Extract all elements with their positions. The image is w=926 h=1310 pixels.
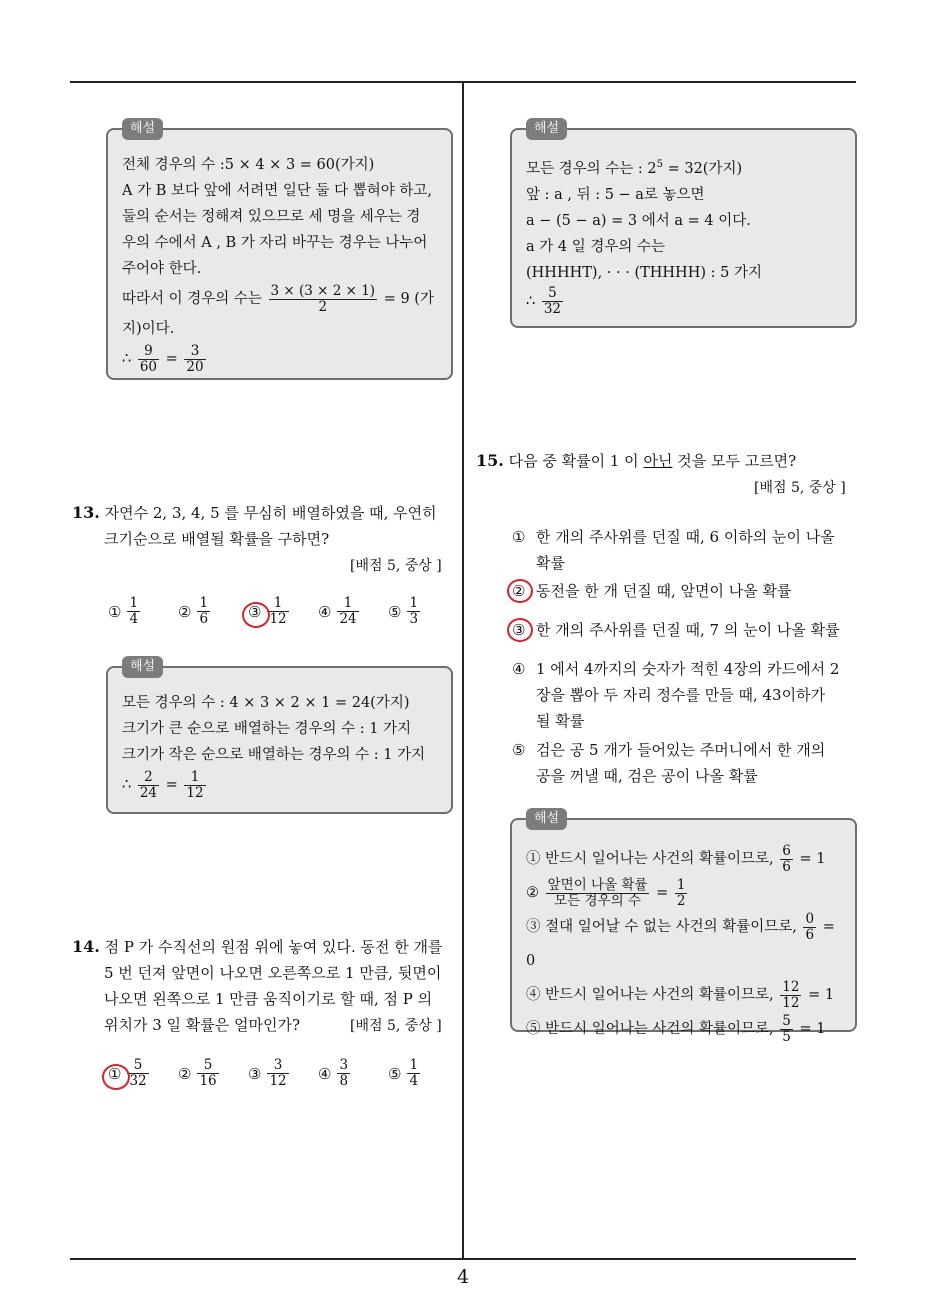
- fraction: $\frac{3}{20}$: [186, 342, 204, 375]
- choice-3[interactable]: ③ $\frac{3}{12}$: [248, 1057, 287, 1089]
- solution-tag: 해설: [526, 118, 567, 140]
- fraction: $\frac{5}{32}$: [543, 284, 562, 317]
- option-4[interactable]: ④ 1 에서 4까지의 숫자가 적힌 4장의 카드에서 2 장을 뽑아 두 자리 정수를 만들 때, 43이하가 될 확률: [512, 660, 840, 730]
- fraction: $\frac{5}{5}$: [782, 1012, 791, 1045]
- option-5[interactable]: ⑤ 검은 공 5 개가 들어있는 주머니에서 한 개의 공을 꺼낼 때, 검은 공이 나올 확률: [512, 741, 826, 785]
- solution-box-15: [510, 811, 857, 1045]
- fraction: $\frac{0}{6}$: [805, 910, 815, 943]
- bottom-rule: [70, 1258, 856, 1260]
- choice-1[interactable]: ① $\frac{1}{4}$: [108, 595, 139, 627]
- solution-line: ⑤ 반드시 일어나는 사건의 확률이므로, $\frac{5}{5}$ = 1: [526, 1012, 826, 1045]
- question-text: 위치가 3 일 확률은 얼마인가?: [104, 1016, 301, 1034]
- question-text: 크기순으로 배열될 확률을 구하면?: [104, 530, 330, 548]
- column-divider: [462, 83, 464, 1260]
- question-13: 13. 자연수 2, 3, 4, 5 를 무심히 배열하였을 때, 우연히 크기순으로 배열될 확률을 구하면?: [72, 500, 452, 552]
- solution-box-13: [106, 659, 453, 814]
- solution-box-12: [106, 121, 453, 380]
- solution-line: 지)이다.: [122, 321, 175, 337]
- solution-line: (HHHHT), · · · (THHHH) : 5 가지: [526, 264, 762, 281]
- choice-5[interactable]: ⑤ $\frac{1}{4}$: [388, 1057, 419, 1089]
- solution-line: 주어야 한다.: [122, 261, 202, 277]
- fraction: $\frac{1}{12}$: [186, 768, 204, 801]
- solution-line: 크기가 큰 순으로 배열하는 경우의 수 : 1 가지: [122, 721, 412, 737]
- question-text: 나오면 왼쪽으로 1 만큼 움직이기로 할 때, 점 P 의: [104, 990, 433, 1008]
- choice-2[interactable]: ② $\frac{5}{16}$: [178, 1057, 217, 1089]
- fraction: $\frac{1}{2}$: [676, 876, 686, 909]
- question-number: 13.: [72, 503, 100, 522]
- choice-4[interactable]: ④ $\frac{1}{24}$: [318, 595, 357, 627]
- fraction: $\frac{9}{60}$: [139, 342, 158, 375]
- solution-line: A 가 B 보다 앞에 서려면 일단 둘 다 뽑혀야 하고,: [122, 183, 432, 199]
- question-13-meta: [배점 5, 중상 ]: [350, 558, 442, 574]
- fraction: $\frac{\text{앞면이 나올 확률}}{\text{모든 경우의 수}}$: [547, 876, 648, 909]
- choice-4[interactable]: ④ $\frac{3}{8}$: [318, 1057, 349, 1089]
- solution-line: ④ 반드시 일어나는 사건의 확률이므로, $\frac{12}{12}$ = 1: [526, 978, 835, 1011]
- solution-line: 전체 경우의 수 :5 × 4 × 3 = 60(가지): [122, 157, 375, 173]
- choice-2[interactable]: ② $\frac{1}{6}$: [178, 595, 209, 627]
- page-number: 4: [456, 1266, 470, 1288]
- solution-line: a − (5 − a) = 3 에서 a = 4 이다.: [526, 212, 751, 229]
- fraction: $\frac{3 \times (3 \times 2 \times 1)}{2}$: [270, 282, 376, 315]
- solution-line: a 가 4 일 경우의 수는: [526, 238, 665, 255]
- solution-tag: 해설: [122, 118, 163, 140]
- solution-answer: ∴ $\frac{5}{32}$: [526, 284, 562, 317]
- solution-tag: 해설: [122, 656, 163, 678]
- solution-line: 크기가 작은 순으로 배열하는 경우의 수 : 1 가지: [122, 747, 426, 763]
- solution-line: ① 반드시 일어나는 사건의 확률이므로, $\frac{6}{6}$ = 1: [526, 842, 826, 875]
- solution-answer: ∴ $\frac{2}{24}$ = $\frac{1}{12}$: [122, 768, 204, 801]
- option-1[interactable]: ① 한 개의 주사위를 던질 때, 6 이하의 눈이 나올 확률: [512, 528, 835, 572]
- underlined-word: 아닌: [643, 452, 673, 470]
- solution-line: 우의 수에서 A , B 가 자리 바꾸는 경우는 나누어: [122, 235, 428, 251]
- solution-line: ③ 절대 일어날 수 없는 사건의 확률이므로, $\frac{0}{6}$ = 0: [526, 910, 835, 969]
- choice-1[interactable]: ① $\frac{5}{32}$: [108, 1058, 178, 1089]
- option-2[interactable]: ② 동전을 한 개 던질 때, 앞면이 나올 확률: [512, 578, 852, 604]
- solution-line: ② $\frac{\text{앞면이 나올 확률}}{\text{모든 경우의 수}}$ = $\frac{1}{2}$: [526, 876, 686, 909]
- solution-line: 모든 경우의 수 : 4 × 3 × 2 × 1 = 24(가지): [122, 695, 410, 711]
- question-15-meta: [배점 5, 중상 ]: [754, 480, 846, 496]
- question-number: 14.: [72, 937, 100, 956]
- solution-line: 둘의 순서는 정해져 있으므로 세 명을 세우는 경: [122, 209, 421, 225]
- fraction: $\frac{6}{6}$: [782, 842, 791, 875]
- question-number: 15.: [476, 451, 504, 470]
- solution-line: 앞 : a , 뒤 : 5 − a로 놓으면: [526, 186, 705, 203]
- question-15: 15. 다음 중 확률이 1 이 아닌 것을 모두 고르면?: [476, 451, 797, 470]
- question-14-meta: [배점 5, 중상 ]: [350, 1018, 442, 1034]
- choice-3[interactable]: ③ $\frac{1}{12}$: [248, 596, 318, 627]
- question-13-choices: [108, 596, 458, 627]
- option-3[interactable]: ③ 한 개의 주사위를 던질 때, 7 의 눈이 나올 확률: [512, 617, 862, 643]
- fraction: $\frac{2}{24}$: [139, 768, 158, 801]
- solution-answer: ∴ $\frac{9}{60}$ = $\frac{3}{20}$: [122, 342, 204, 375]
- solution-line: 모든 경우의 수는 : $2^5 = 32$(가지): [526, 159, 743, 177]
- solution-tag: 해설: [526, 808, 567, 830]
- choice-5[interactable]: ⑤ $\frac{1}{3}$: [388, 595, 419, 627]
- question-text: 5 번 던져 앞면이 나오면 오른쪽으로 1 만큼, 뒷면이: [104, 964, 442, 982]
- fraction: $\frac{12}{12}$: [782, 978, 800, 1011]
- question-14-choices: [108, 1058, 458, 1089]
- question-14: 14. 점 P 가 수직선의 원점 위에 놓여 있다. 동전 한 개를 5 번 던져 앞면이 나오면 오른쪽으로 1 만큼, 뒷면이 나오면 왼쪽으로 1 만큼 움직이기로 할 때, 점 P 의 위치가 3 일 확률은 얼마인가?: [72, 934, 457, 1038]
- solution-box-14: [510, 121, 857, 328]
- solution-line: 따라서 이 경우의 수는 $\frac{3 \times (3 \times 2 \times 1)}{2}$ = 9 (가: [122, 282, 434, 315]
